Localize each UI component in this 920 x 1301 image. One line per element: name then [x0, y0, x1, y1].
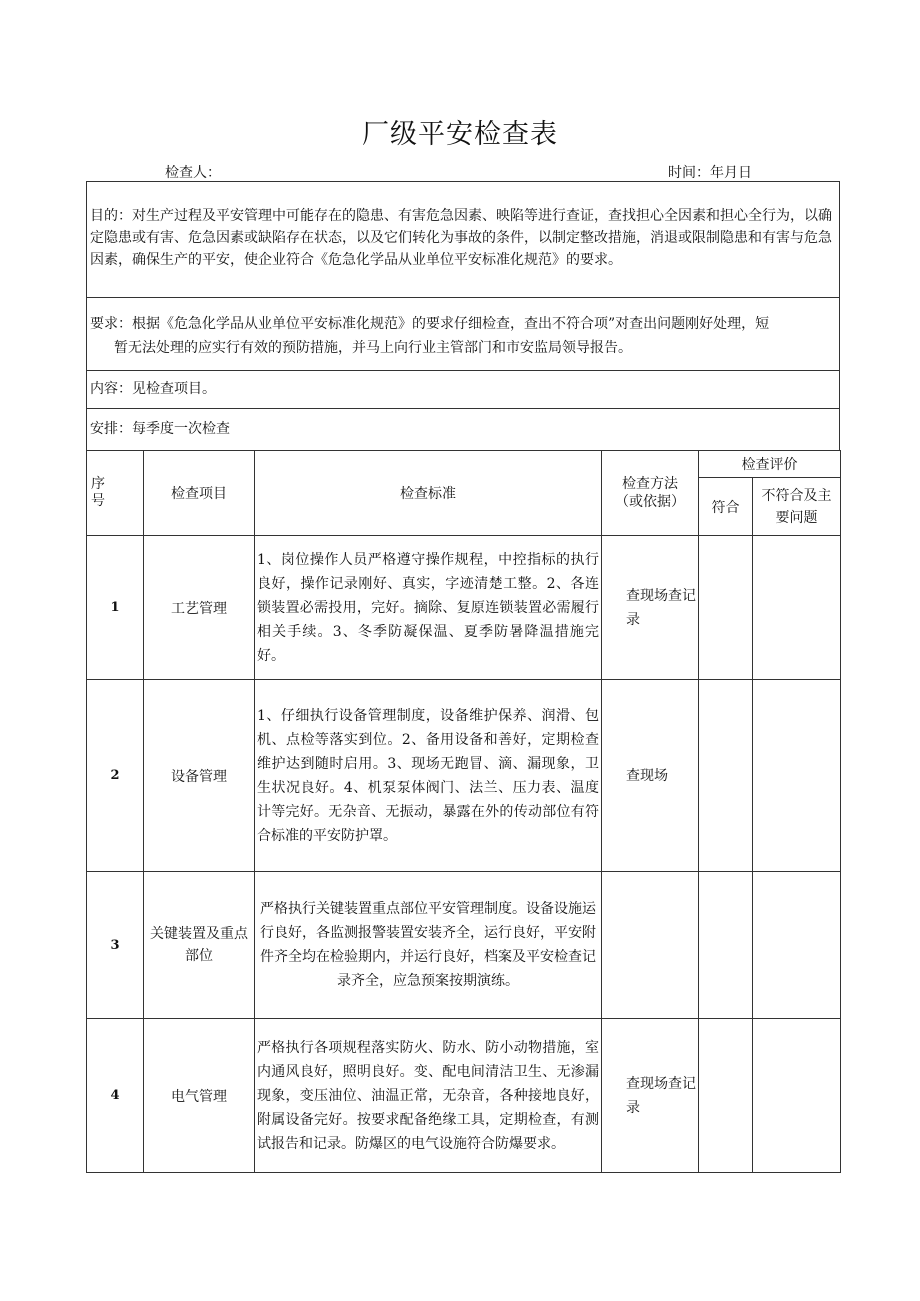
row-seq: 4: [87, 1019, 144, 1173]
row-item: 关键装置及重点部位: [144, 872, 255, 1019]
header-item: 检查项目: [144, 451, 255, 536]
row-standard: 1、仔细执行设备管理制度，设备维护保养、润滑、包机、点检等落实到位。2、备用设备和善好，定期检查维护达到随时启用。3、现场无跑冒、滴、漏现象，卫生状况良好。4、机泵泵体阀门、法兰、压力表、温度计等完好。无杂音、无振动，暴露在外的传动部位有符合标准的平安防护罩。: [255, 680, 602, 872]
check-table: [86, 450, 841, 1173]
divider: [86, 370, 840, 371]
row-conform[interactable]: [699, 1019, 753, 1173]
header-seq: 序号: [87, 451, 144, 536]
row-standard: 严格执行关键装置重点部位平安管理制度。设备设施运行良好，各监测报警装置安装齐全，运行良好，平安附件齐全均在检验期内，并运行良好，档案及平安检查记录齐全，应急预案按期演练。: [255, 872, 602, 1019]
content-text: 内容：见检查项目。: [90, 381, 216, 397]
table-row: [87, 536, 841, 680]
purpose-text: 目的：对生产过程及平安管理中可能存在的隐患、有害危急因素、映陷等进行查证，查找担心全因素和担心全行为，以确定隐患或有害、危急因素或缺陷存在状态，以及它们转化为事故的条件，以制定整改措施，消退或限制隐患和有害与危急因素，确保生产的平安，使企业符合《危急化学品从业单位平安标准化规范》的要求。: [90, 208, 832, 268]
row-nonconform[interactable]: [753, 1019, 841, 1173]
row-item: 设备管理: [144, 680, 255, 872]
divider: [86, 181, 840, 182]
row-method: 查现场: [602, 680, 699, 872]
requirement-text-line2: 暂无法处理的应实行有效的预防措施，并马上向行业主管部门和市安监局领导报告。: [114, 340, 632, 356]
row-conform[interactable]: [699, 536, 753, 680]
table-row: [87, 680, 841, 872]
page-title: 厂级平安检查表: [362, 119, 558, 150]
header-method: 检查方法（或依据）: [602, 451, 699, 536]
schedule-text: 安排：每季度一次检查: [90, 421, 230, 437]
row-method: [602, 872, 699, 1019]
time-label: 时间：年月日: [668, 165, 752, 181]
row-standard: 严格执行各项规程落实防火、防水、防小动物措施，室内通风良好，照明良好。变、配电间清洁卫生、无渗漏现象，变压油位、油温正常，无杂音，各种接地良好，附属设备完好。按要求配备绝缘工具，定期检查，有测试报告和记录。防爆区的电气设施符合防爆要求。: [255, 1019, 602, 1173]
divider: [86, 408, 840, 409]
row-nonconform[interactable]: [753, 536, 841, 680]
header-standard: 检查标准: [255, 451, 602, 536]
row-conform[interactable]: [699, 680, 753, 872]
row-conform[interactable]: [699, 872, 753, 1019]
header-conform: 符合: [699, 478, 753, 536]
table-row: [87, 1019, 841, 1173]
row-seq: 1: [87, 536, 144, 680]
header-nonconform: 不符合及主要问题: [753, 478, 841, 536]
row-standard: 1、岗位操作人员严格遵守操作规程，中控指标的执行良好，操作记录刚好、真实，字迹清楚工整。2、各连锁装置必需投用，完好。摘除、复原连锁装置必需履行相关手续。3、冬季防凝保温、夏季防暑降温措施完好。: [255, 536, 602, 680]
inspector-label: 检查人：: [165, 165, 221, 181]
row-seq: 3: [87, 872, 144, 1019]
row-seq: 2: [87, 680, 144, 872]
row-item: 电气管理: [144, 1019, 255, 1173]
row-item: 工艺管理: [144, 536, 255, 680]
table-row: [87, 872, 841, 1019]
row-method: 查现场查记录: [602, 1019, 699, 1173]
header-evaluation: 检查评价: [699, 451, 841, 478]
table-header-row: [87, 451, 841, 478]
requirement-text-line1: 要求：根据《危急化学品从业单位平安标准化规范》的要求仔细检查，查出不符合项”对查出问题刚好处理，短: [90, 316, 770, 332]
row-nonconform[interactable]: [753, 872, 841, 1019]
divider: [86, 297, 840, 298]
row-nonconform[interactable]: [753, 680, 841, 872]
row-method: 查现场查记录: [602, 536, 699, 680]
